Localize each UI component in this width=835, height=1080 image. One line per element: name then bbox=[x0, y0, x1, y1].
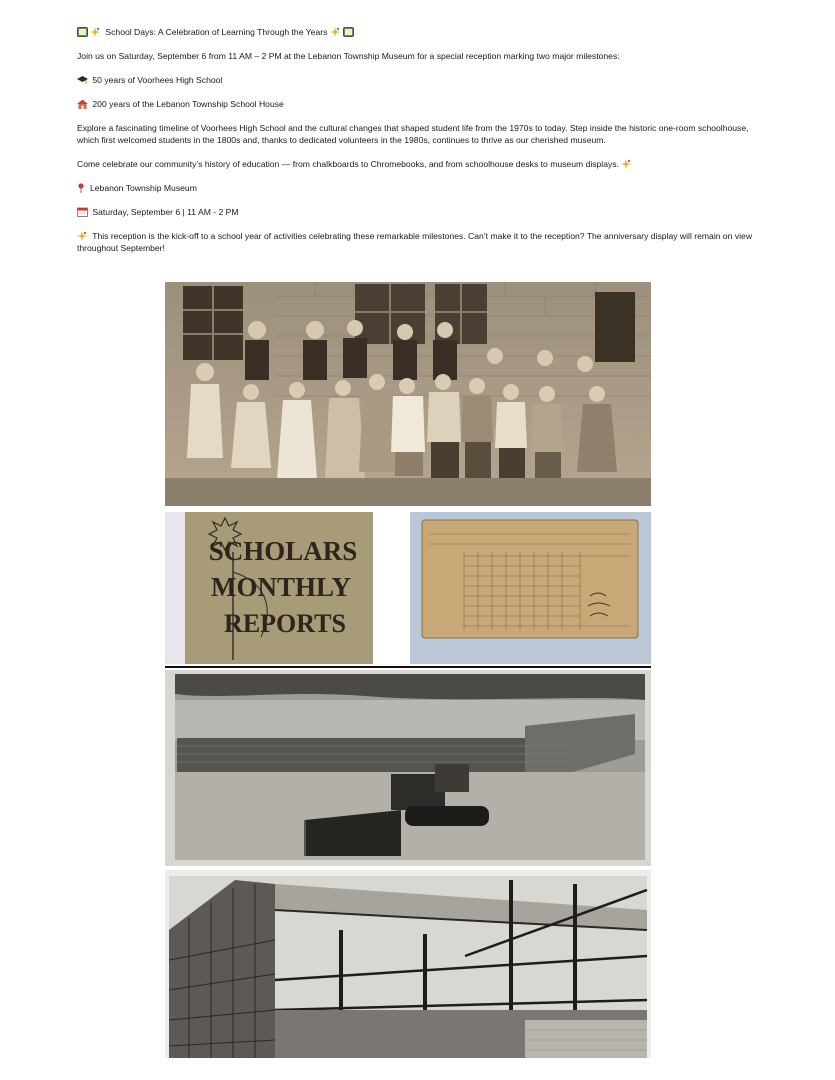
booklet-title-line-2: MONTHLY bbox=[210, 572, 352, 602]
booklet-title-line-1: SCHOLARS bbox=[208, 536, 358, 566]
sparkle-icon bbox=[621, 159, 632, 169]
book-icon bbox=[77, 27, 88, 37]
flyer-title-line bbox=[77, 26, 767, 38]
date-text: Saturday, September 6 | 11 AM - 2 PM bbox=[92, 207, 239, 217]
graduation-cap-icon bbox=[77, 75, 88, 85]
celebrate-text: Come celebrate our community’s history of education — from chalkboards to Chromebooks, and from schoolhouse desks to museum displays. bbox=[77, 159, 619, 169]
intro-paragraph: Join us on Saturday, September 6 from 11 AM – 2 PM at the Lebanon Township Museum for a special reception marking two major milestones: bbox=[77, 51, 620, 61]
class-photo bbox=[165, 282, 651, 506]
calendar-icon bbox=[77, 207, 88, 217]
scholars-booklet-photo bbox=[165, 512, 373, 664]
milestone-high-school bbox=[77, 74, 767, 86]
image-divider bbox=[165, 666, 651, 668]
milestone-school-house bbox=[77, 98, 767, 110]
milestone-high-school-text: 50 years of Voorhees High School bbox=[92, 75, 223, 85]
flyer-title: School Days: A Celebration of Learning Through the Years bbox=[105, 27, 328, 37]
sparkle-icon bbox=[77, 231, 88, 241]
location-text: Lebanon Township Museum bbox=[90, 183, 197, 193]
closing-text: This reception is the kick-off to a school year of activities celebrating these remarkable milestones. Can’t make it to the reception? The anniversary display will remain on view throughout September! bbox=[77, 231, 753, 253]
booklet-title-line-3: REPORTS bbox=[224, 609, 346, 638]
pin-icon bbox=[77, 183, 88, 193]
milestone-school-house-text: 200 years of the Lebanon Township School House bbox=[92, 99, 284, 109]
report-card-photo bbox=[410, 512, 651, 664]
date-line bbox=[77, 206, 767, 218]
sparkle-icon bbox=[330, 27, 341, 37]
flyer-text bbox=[77, 26, 767, 254]
steel-frame-construction-photo bbox=[165, 870, 651, 1058]
school-icon bbox=[77, 99, 88, 109]
celebrate-paragraph bbox=[77, 158, 767, 170]
explore-paragraph: Explore a fascinating timeline of Voorhees High School and the cultural changes that shaped student life from the 1970s to today. Step inside the historic one-room schoolhouse, which first welcomed students in the 1800s and, thanks to dedicated volunteers in the 1980s, continues to thrive as our cherished museum. bbox=[77, 123, 749, 145]
book-icon bbox=[343, 27, 354, 37]
sparkle-icon bbox=[90, 27, 101, 37]
construction-foundation-photo bbox=[165, 670, 651, 866]
closing-paragraph bbox=[77, 230, 767, 254]
location-line bbox=[77, 182, 767, 194]
